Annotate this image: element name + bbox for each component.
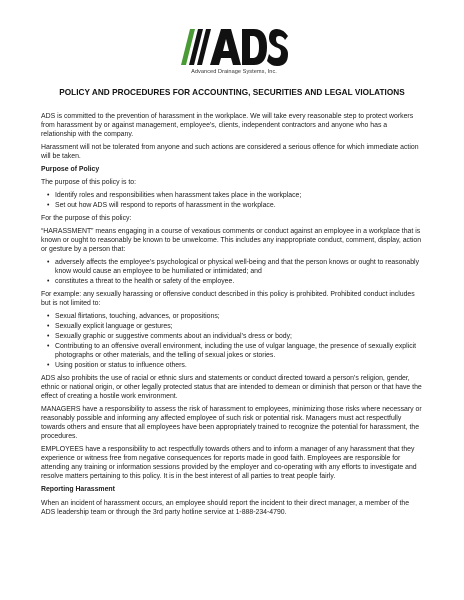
document-body <box>41 112 422 520</box>
prohibition-paragraph: ADS also prohibits the use of racial or ethnic slurs and statements or conduct directed toward a person’s religion, gender, ethnic or national origin, or other legally protected status that are intended to demean or diminish that person or that have the effect of creating a hostile work environment. <box>41 375 422 401</box>
list-item: • Using position or status to influence others. <box>55 361 422 370</box>
definition-list <box>41 258 422 286</box>
intro-paragraph: Harassment will not be tolerated from anyone and such actions are considered a serious offence for which immediate action will be taken. <box>41 143 419 161</box>
section-heading-reporting: Reporting Harassment <box>41 486 115 494</box>
list-item: • constitutes a threat to the health or safety of the employee. <box>55 277 422 286</box>
ads-logo-mark <box>174 27 290 67</box>
list-item: • Sexual flirtations, touching, advances, or propositions; <box>55 312 422 321</box>
section-heading-purpose: Purpose of Policy <box>41 166 100 174</box>
intro-paragraph: ADS is committed to the prevention of harassment in the workplace. We will take every reasonable step to protect workers from harassment by or against management, employee’s, clients, independent contractors and anyone who has a relationship with the company. <box>41 113 414 139</box>
list-item: • Sexually explicit language or gestures; <box>55 322 422 331</box>
company-name: Advanced Drainage Systems, Inc. <box>191 69 277 75</box>
reporting-paragraph: When an incident of harassment occurs, an employee should report the incident to their direct manager, a member of the ADS leadership team or through the 3rd party hotline service at 1-888-234-4790. <box>41 499 410 516</box>
list-item: • Sexually graphic or suggestive comments about an individual’s dress or body; <box>55 332 422 341</box>
list-item: • Identify roles and responsibilities when harassment takes place in the workplace; <box>55 191 422 200</box>
page-title: POLICY AND PROCEDURES FOR ACCOUNTING, SECURITIES AND LEGAL VIOLATIONS <box>59 88 405 97</box>
list-item: • Set out how ADS will respond to reports of harassment in the workplace. <box>55 201 422 210</box>
purpose-lead: The purpose of this policy is to: <box>41 179 136 187</box>
example-text: For example: any sexually harassing or offensive conduct described in this policy is prohibited. Prohibited conduct includes but is not limited to: <box>41 291 415 308</box>
employees-paragraph: EMPLOYEES have a responsibility to act respectfully towards others and to inform a manager of any harassment that they experience or witness free from negative consequences for reports made in good faith. Employees are responsible for attending any training or information sessions provided by the employer and co-operating with any efforts to investigate and resolve matters pertaining to this policy. It is in the best interest of all parties to treat people fairly. <box>41 446 417 481</box>
purpose-list <box>41 191 422 210</box>
prohibited-conduct-list <box>41 312 422 370</box>
list-item: • adversely affects the employee’s psychological or physical well-being and that the person knows or ought to reasonably know would cause an employee to be humiliated or intimidated; and <box>55 258 422 276</box>
managers-paragraph: MANAGERS have a responsibility to assess the risk of harassment to employees, minimizing those risks where necessary or reasonably possible and informing any affected employee of such risk or potential risk. Managers must act respectfully towards others and ensure that all employees have been appropriately trained to recognize the potential for harassment, the procedures. <box>41 406 422 441</box>
for-purpose-text: For the purpose of this policy: <box>41 215 132 223</box>
list-item: • Contributing to an offensive overall environment, including the use of vulgar language, the presence of sexually explicit photographs or other materials, and the telling of sexual jokes or stories. <box>55 342 422 360</box>
harassment-definition: “HARASSMENT” means engaging in a course of vexatious comments or conduct against an employee in a workplace that is known or ought to reasonably be known to be unwelcome. This includes any inappropriate conduct, comment, display, action or gesture by a person that: <box>41 227 422 254</box>
company-logo <box>0 27 464 79</box>
